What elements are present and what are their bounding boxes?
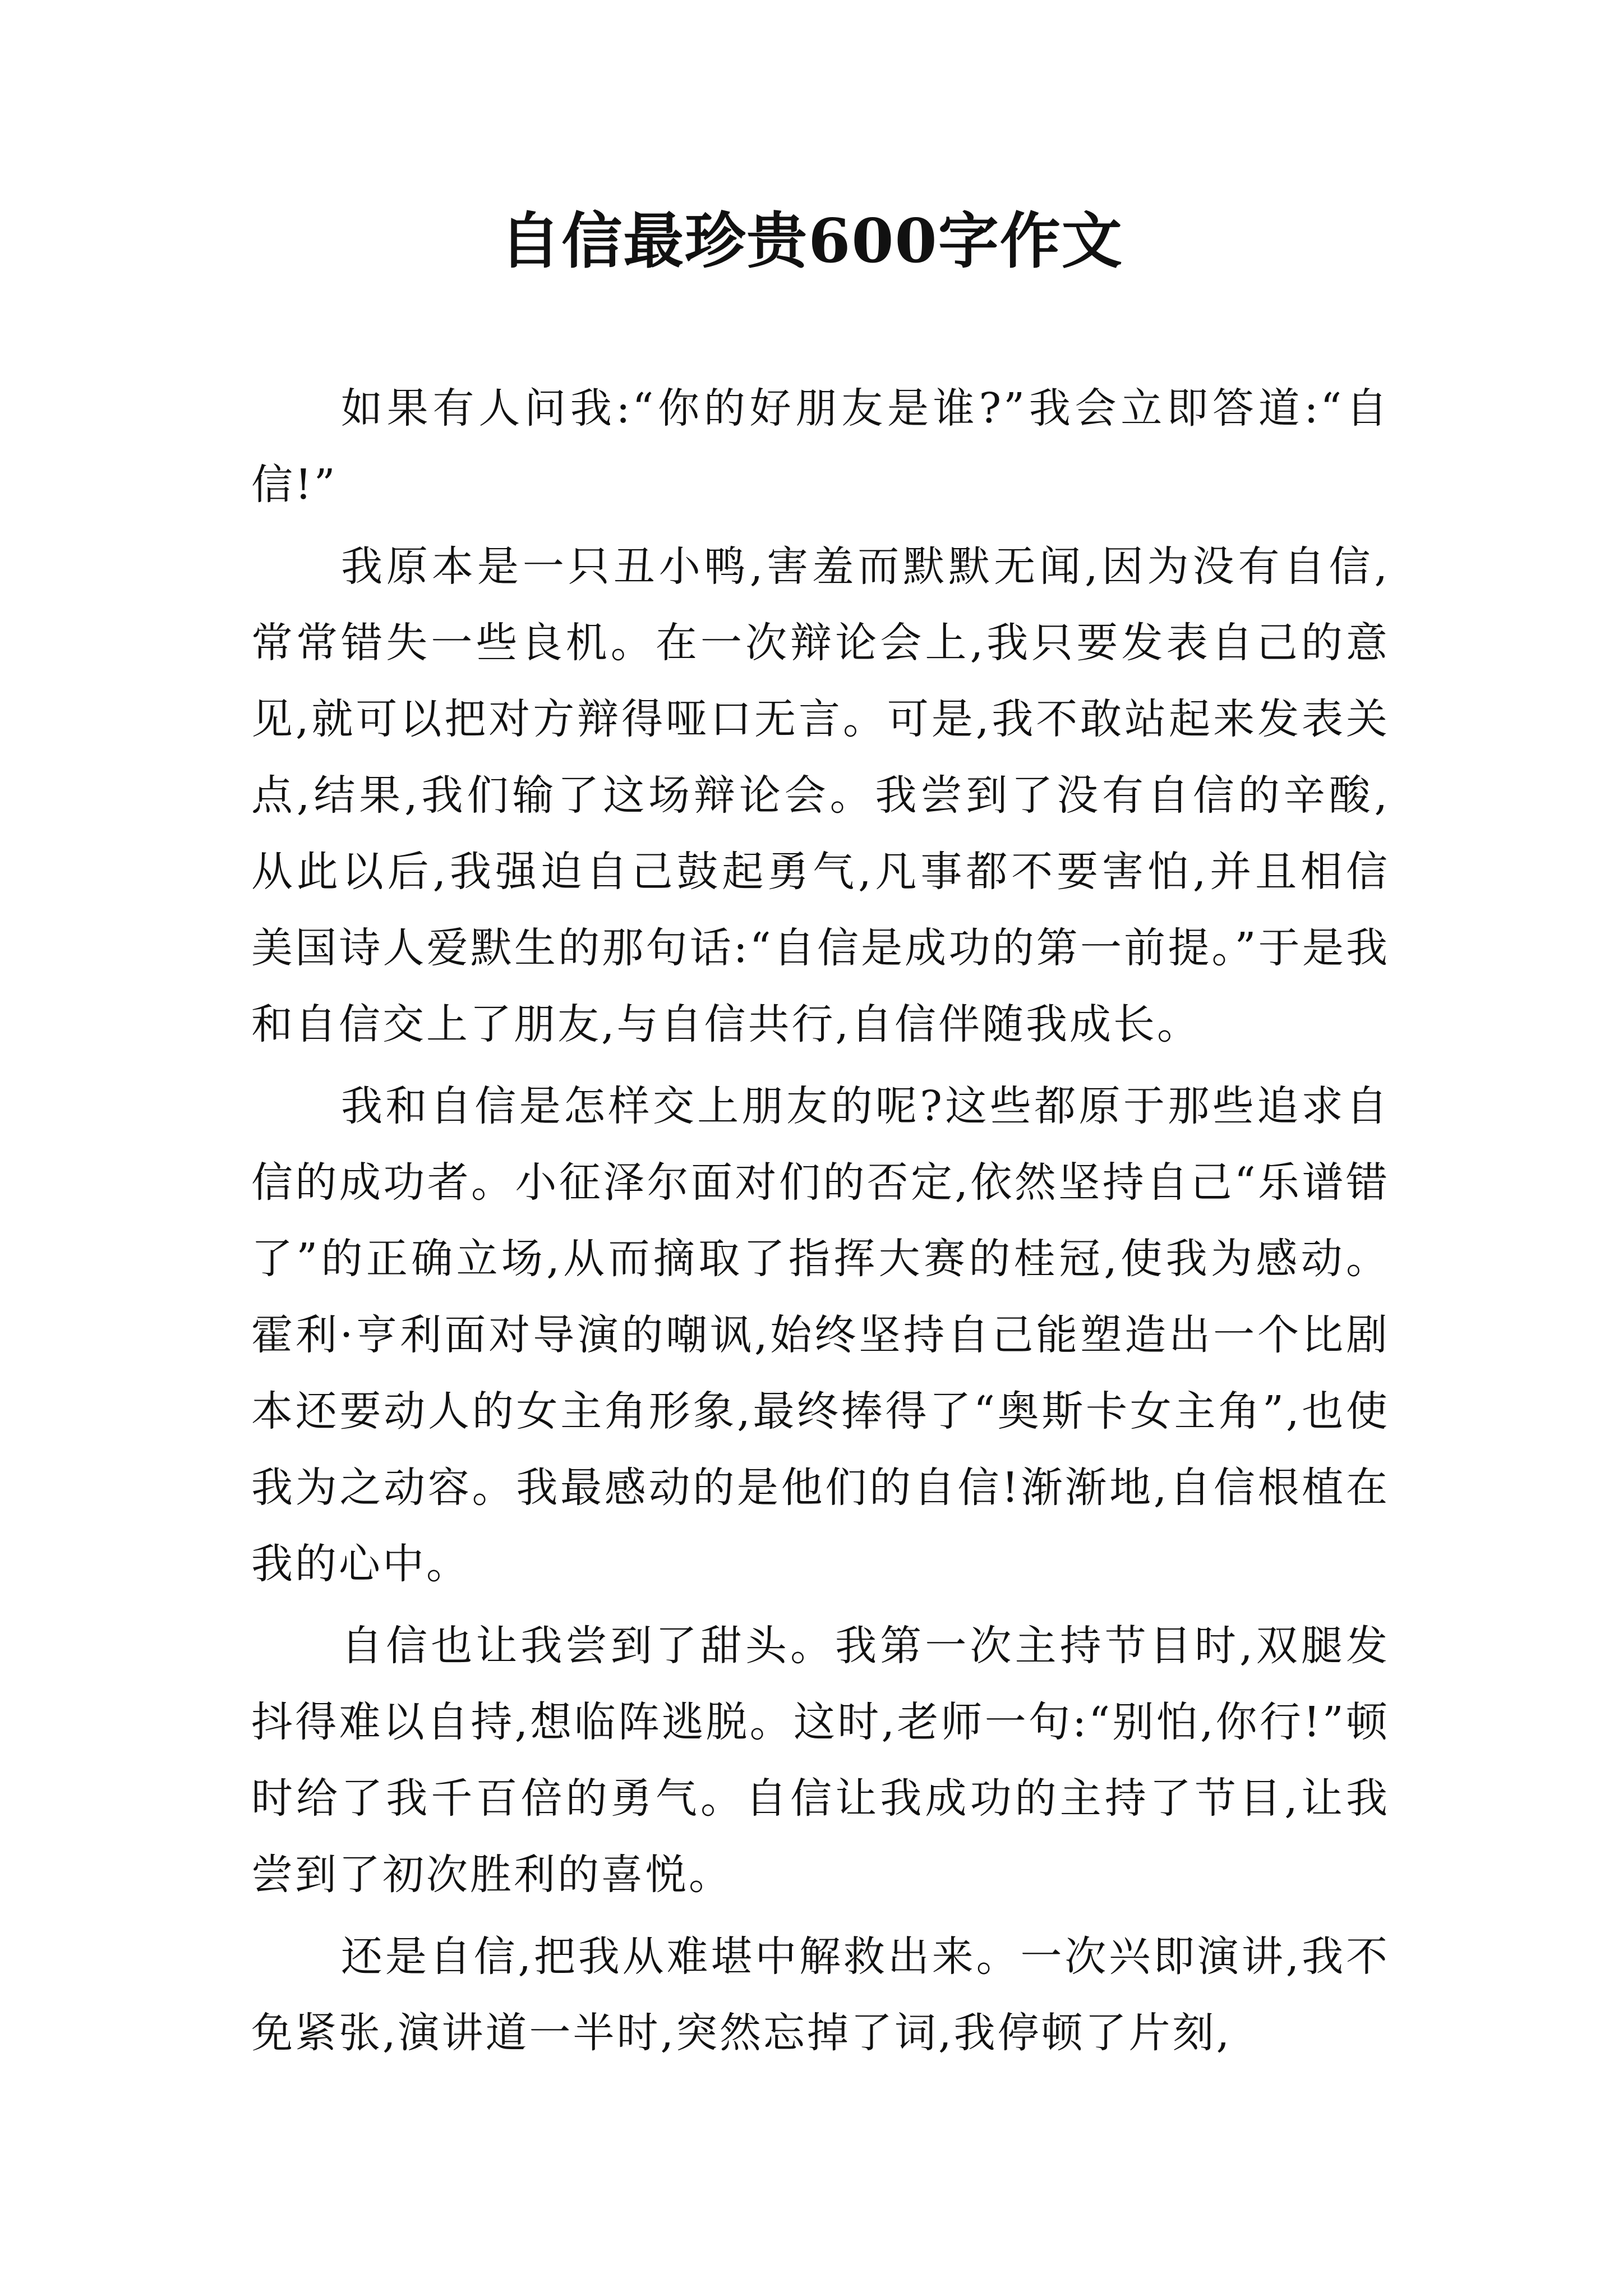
document-body [251,370,1390,2071]
paragraph-1: 如果有人问我:“你的好朋友是谁?”我会立即答道:“自信!” [251,384,1390,509]
document-title: 自信最珍贵600字作文 [500,206,1123,277]
paragraph-3: 我和自信是怎样交上朋友的呢?这些都原于那些追求自信的成功者。小征泽尔面对们的否定,依然坚持自己“乐谱错了”的正确立场,从而摘取了指挥大赛的桂冠,使我为感动。霍利·亨利面对导演的嘲讽,始终坚持自己能塑造出一个比剧本还要动人的女主角形象,最终捧得了“奥斯卡女主角”,也使我为之动容。我最感动的是他们的自信!渐渐地,自信根植在我的心中。 [251,1082,1390,1588]
paragraph-5: 还是自信,把我从难堪中解救出来。一次兴即演讲,我不免紧张,演讲道一半时,突然忘掉了词,我停顿了片刻, [251,1932,1390,2057]
paragraph-2: 我原本是一只丑小鸭,害羞而默默无闻,因为没有自信,常常错失一些良机。在一次辩论会上,我只要发表自己的意见,就可以把对方辩得哑口无言。可是,我不敢站起来发表关点,结果,我们输了这场辩论会。我尝到了没有自信的辛酸,从此以后,我强迫自己鼓起勇气,凡事都不要害怕,并且相信美国诗人爱默生的那句话:“自信是成功的第一前提。”于是我和自信交上了朋友,与自信共行,自信伴随我成长。 [251,542,1390,1048]
paragraph-4: 自信也让我尝到了甜头。我第一次主持节目时,双腿发抖得难以自持,想临阵逃脱。这时,老师一句:“别怕,你行!”顿时给了我千百倍的勇气。自信让我成功的主持了节目,让我尝到了初次胜利的喜悦。 [251,1622,1390,1899]
